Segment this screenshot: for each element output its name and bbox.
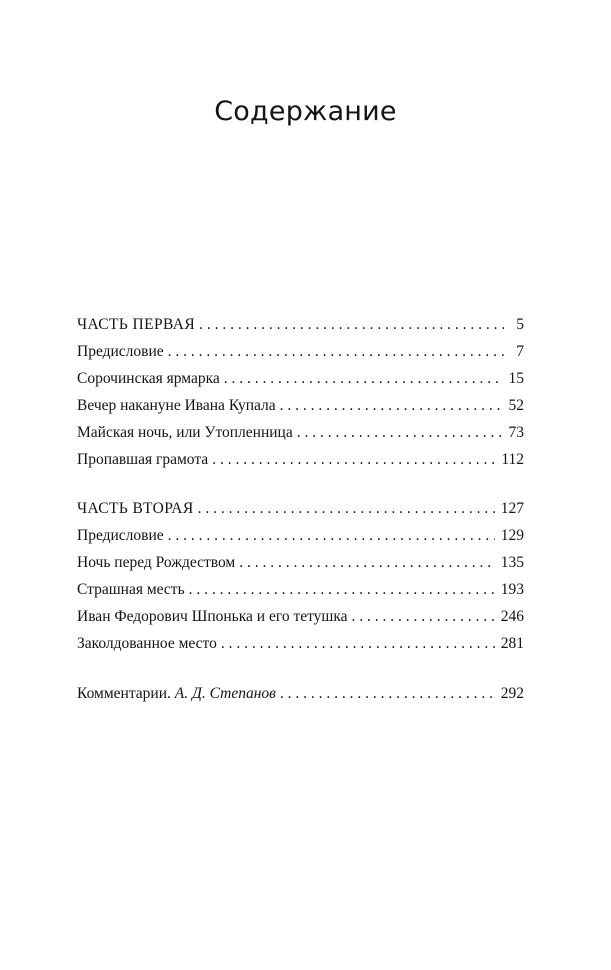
toc-part-heading[interactable] xyxy=(77,316,524,343)
toc-entry[interactable] xyxy=(77,370,524,397)
toc-entry-title: ЧАСТЬ ПЕРВАЯ xyxy=(77,316,196,333)
toc-page-number: 246 xyxy=(500,608,524,625)
dot-leader xyxy=(239,554,495,572)
toc-page-number: 7 xyxy=(516,343,524,360)
dot-leader xyxy=(199,316,504,334)
toc-commentary xyxy=(77,685,524,712)
toc-part-one xyxy=(77,316,524,478)
toc-page-number: 112 xyxy=(501,451,524,468)
toc-entry-title: Предисловие xyxy=(77,343,164,360)
toc-entry[interactable] xyxy=(77,527,524,554)
toc-page-number: 193 xyxy=(500,581,524,598)
page-title: Содержание xyxy=(214,96,397,127)
dot-leader xyxy=(168,343,504,361)
toc-entry-title: Предисловие xyxy=(77,527,164,544)
toc-part-two xyxy=(77,500,524,662)
toc-page-number: 127 xyxy=(500,500,524,517)
toc-entry-title: Ночь перед Рождеством xyxy=(77,554,236,571)
toc-entry[interactable] xyxy=(77,451,524,478)
dot-leader xyxy=(168,527,495,545)
toc-page-number: 292 xyxy=(500,685,524,702)
toc-entry[interactable] xyxy=(77,343,524,370)
dot-leader xyxy=(212,451,495,469)
toc-entry-title: Иван Федорович Шпонька и его тетушка xyxy=(77,608,348,625)
toc-page-number: 129 xyxy=(500,527,524,544)
toc-entry[interactable] xyxy=(77,635,524,662)
commentary-title: Комментарии. xyxy=(77,685,171,702)
commentary-author: А. Д. Степанов xyxy=(174,685,276,702)
dot-leader xyxy=(221,635,495,653)
toc-entry-title: Вечер накануне Ивана Купала xyxy=(77,397,276,414)
toc-page-number: 135 xyxy=(500,554,524,571)
dot-leader xyxy=(189,581,495,599)
toc-page-number: 73 xyxy=(508,424,524,441)
toc-entry[interactable] xyxy=(77,581,524,608)
dot-leader xyxy=(198,500,495,518)
toc-entry[interactable] xyxy=(77,554,524,581)
toc-entry-title: ЧАСТЬ ВТОРАЯ xyxy=(77,500,194,517)
dot-leader xyxy=(297,424,503,442)
toc-page-number: 5 xyxy=(516,316,524,333)
toc-entry[interactable] xyxy=(77,608,524,635)
toc-entry-title: Заколдованное место xyxy=(77,635,217,652)
toc-entry-title: Страшная месть xyxy=(77,581,185,598)
toc-page-number: 281 xyxy=(500,635,524,652)
toc-part-heading[interactable] xyxy=(77,500,524,527)
toc-page-number: 15 xyxy=(508,370,524,387)
dot-leader xyxy=(280,397,503,415)
toc-page-number: 52 xyxy=(508,397,524,414)
toc-entry-title xyxy=(77,685,276,703)
toc-entry[interactable] xyxy=(77,397,524,424)
dot-leader xyxy=(224,370,503,388)
toc-entry[interactable] xyxy=(77,685,524,712)
toc-entry-title: Майская ночь, или Утопленница xyxy=(77,424,293,441)
toc-entry[interactable] xyxy=(77,424,524,451)
toc-entry-title: Сорочинская ярмарка xyxy=(77,370,220,387)
dot-leader xyxy=(280,685,495,703)
dot-leader xyxy=(352,608,495,626)
toc-entry-title: Пропавшая грамота xyxy=(77,451,209,468)
